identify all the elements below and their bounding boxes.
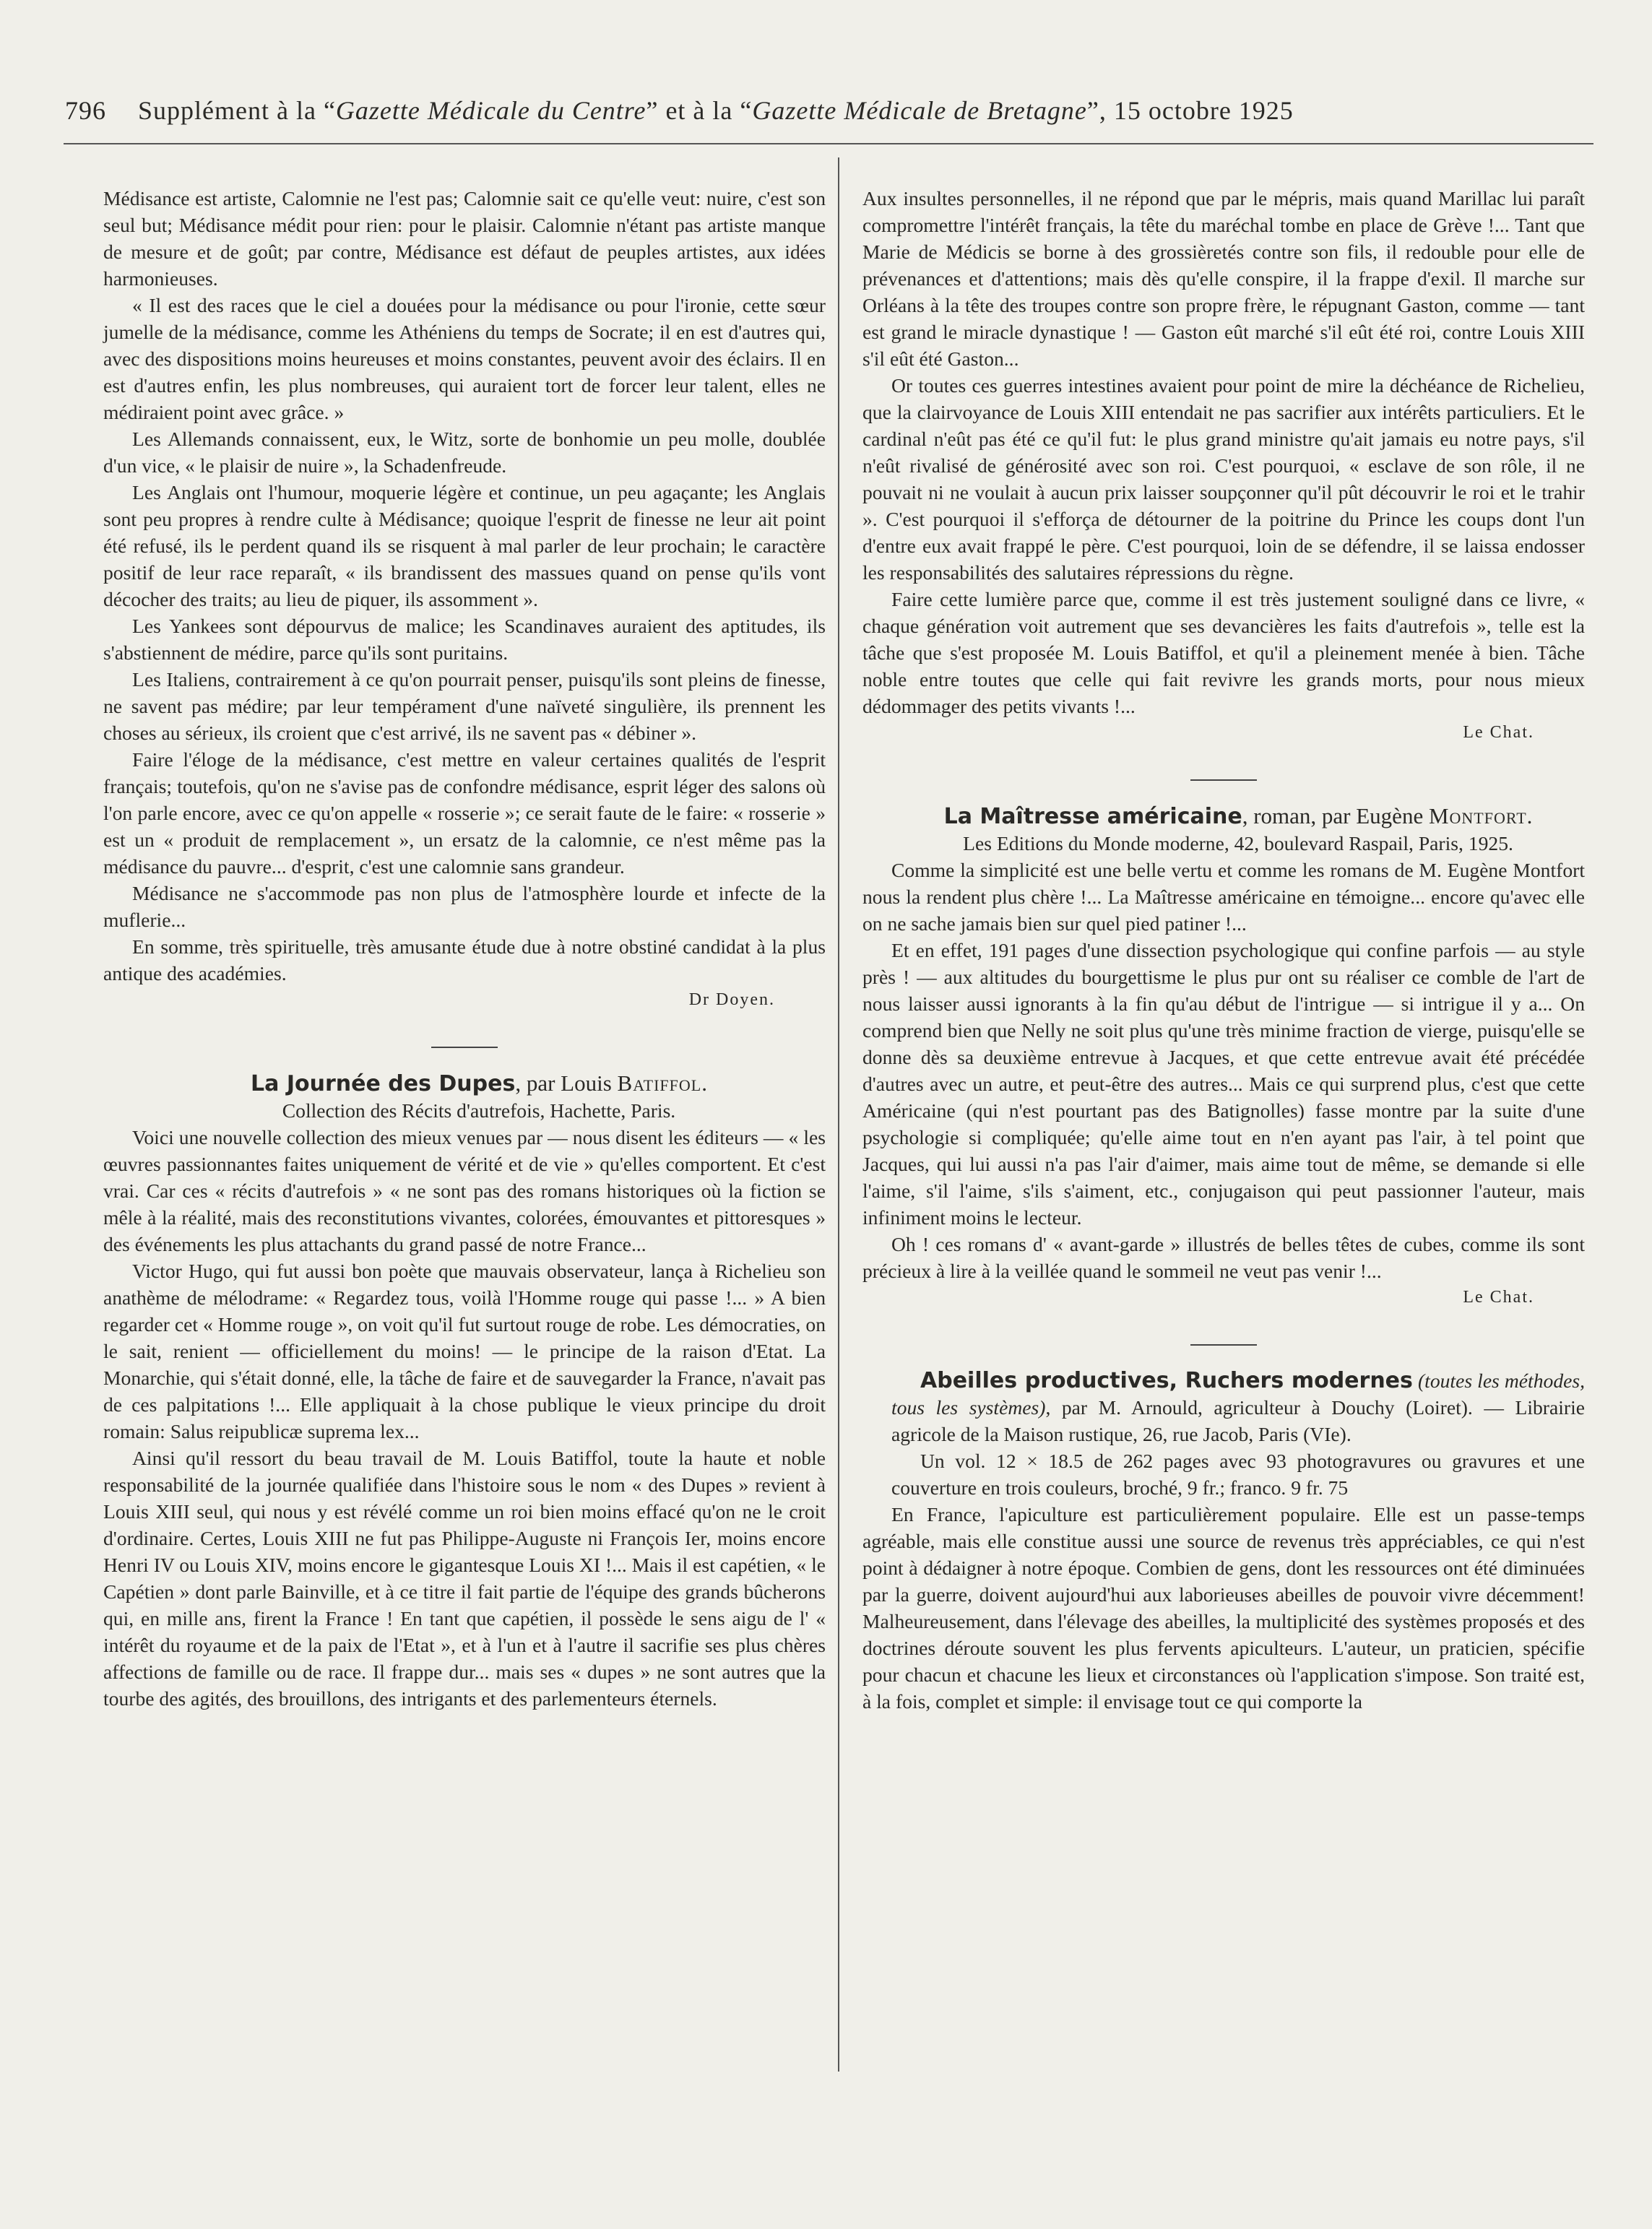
paragraph: Les Italiens, contrairement à ce qu'on pourrait penser, puisqu'ils sont pleins de finesse, ne savent pas médire; par leur tempérament d'une naïveté singulière, ils prennent les choses au sérieux, ils croient que c'est arrivé, ils ne savent pas « débiner ». [103, 668, 826, 744]
review-title: La Maîtresse américaine [943, 804, 1242, 829]
review-publisher: Les Editions du Monde moderne, 42, boulevard Raspail, Paris, 1925. [963, 832, 1513, 854]
review-heading [862, 1367, 1585, 1447]
paragraph: Médisance ne s'accommode pas non plus de l'atmosphère lourde et infecte de la muflerie... [103, 882, 826, 931]
header-date: ”, 15 octobre 1925 [1086, 96, 1294, 125]
signature: Le Chat. [1463, 723, 1534, 742]
book-details: Un vol. 12 × 18.5 de 262 pages avec 93 photogravures ou gravures et une couverture en trois couleurs, broché, 9 fr.; franco. 9 fr. 75 [891, 1450, 1585, 1499]
review-author: Montfort [1428, 803, 1527, 828]
paragraph: Or toutes ces guerres intestines avaient pour point de mire la déchéance de Richelieu, que la clairvoyance de Louis XIII entendait ne pas sacrifier aux intérêts particuliers. Et le cardinal n'eût pas été ce qu'il fut: le plus grand ministre qu'ait jamais eu notre pays, s'il n'eût rivalisé de générosité avec son roi. C'est pourquoi, « esclave de son rôle, il ne pouvait ni ne voulait à aucun prix laisser soupçonner qu'il pût découvrir le roi et le trahir ». C'est pourquoi il s'efforça de détourner de la poitrine du Prince les coups dont l'un d'entre eux avait frappé le père. C'est pourquoi, loin de se défendre, il se laissa endosser les responsabilités des salutaires répressions du règne. [862, 374, 1585, 584]
paragraph: Médisance est artiste, Calomnie ne l'est pas; Calomnie sait ce qu'elle veut: nuire, c'est son seul but; Médisance médit pour rien: pour le plaisir. Calomnie n'étant pas artiste manque de mesure et de goût; par contre, Médisance est défaut de peuples artistes, aux idées harmonieuses. [103, 187, 826, 290]
header-rule [64, 143, 1593, 144]
left-column [103, 185, 826, 1712]
signature: Le Chat. [1463, 1288, 1534, 1307]
paragraph: Les Allemands connaissent, eux, le Witz, sorte de bonhomie un peu molle, doublée d'un vice, « le plaisir de nuire », la Schadenfreude. [103, 428, 826, 477]
section-separator [1190, 779, 1257, 781]
paragraph: Aux insultes personnelles, il ne répond que par le mépris, mais quand Marillac lui paraît compromettre l'intérêt français, la tête du maréchal tombe en place de Grève !... Tant que Marie de Médicis se borne à des grossièretés contre son fils, il redouble pour elle de prévenances et d'attentions; mais dès qu'elle conspire, il la frappe d'exil. Il marche sur Orléans à la tête des troupes contre son propre frère, le répugnant Gaston, comme — tant est grand le miracle dynastique ! — Gaston eût marché s'il eût été roi, contre Louis XIII s'il eût été Gaston... [862, 187, 1585, 370]
header-journal-1: Gazette Médicale du Centre [335, 96, 646, 125]
signature: Dr Doyen. [688, 990, 775, 1009]
section-separator [431, 1047, 498, 1048]
header-journal-2: Gazette Médicale de Bretagne [752, 96, 1087, 125]
paragraph: Faire l'éloge de la médisance, c'est mettre en valeur certaines qualités de l'esprit français; toutefois, qu'on ne s'avise pas de confondre médisance, esprit léger des salons où l'on parle encore, avec ce qu'on appelle « rosserie »; ce serait faute de le faire: « rosserie » est un « produit de remplacement », un ersatz de la calomnie, ce n'est même pas la médisance du pauvre... d'esprit, c'est une calomnie sans grandeur. [103, 748, 826, 878]
paragraph: Et en effet, 191 pages d'une dissection psychologique qui confine parfois — au style près ! — aux altitudes du bourgettisme le plus pur ont su réaliser ce comble de l'art de nous laisser aussi ignorants à la fin qu'au début de l'intrigue — si intrigue il y a... On comprend bien que Nelly ne soit plus qu'une très minime fraction de vierge, puisqu'elle se donne dès sa deuxième entrevue à Jacques, et que cette entrevue avait été précédée d'autres avec un autre, et peut-être des autres... Mais ce qui surprend plus, c'est que cette Américaine (qui n'est pourtant pas des Batignolles) fasse montre par la suite d'une psychologie si compliquée; qu'elle aime tout en n'en ayant pas l'air, à tel point que Jacques, qui lui aussi n'a pas l'air d'aimer, mais aime tout de même, se demande si elle l'aime, s'il l'aime, s'ils s'aiment, etc., conjugaison qui peut passionner l'auteur, mais infiniment moins le lecteur. [862, 939, 1585, 1229]
paragraph: Les Yankees sont dépourvus de malice; les Scandinaves auraient des aptitudes, ils s'abstiennent de médire, parce qu'ils sont puritains. [103, 615, 826, 664]
paragraph: En somme, très spirituelle, très amusante étude due à notre obstiné candidat à la plus antique des académies. [103, 935, 826, 984]
paragraph: Comme la simplicité est une belle vertu et comme les romans de M. Eugène Montfort nous la rendent plus chère !... La Maîtresse américaine en témoigne... encore qu'avec elle on ne sache jamais bien sur quel pied patiner !... [862, 859, 1585, 935]
header-text-2: ” et à la “ [646, 96, 753, 125]
review-title: La Journée des Dupes [251, 1071, 516, 1096]
review-author: Batiffol [617, 1070, 702, 1096]
paragraph: « Il est des races que le ciel a douées pour la médisance ou pour l'ironie, cette sœur jumelle de la médisance, comme les Athéniens du temps de Socrate; il en est d'autres qui, avec des dispositions moins heureuses et moins constantes, peuvent avoir des éclairs. Il en est d'autres enfin, les plus nombreuses, qui auraient tort de forcer leur talent, elles ne médiraient point avec grâce. » [103, 294, 826, 423]
paragraph: Oh ! ces romans d' « avant-garde » illustrés de belles têtes de cubes, comme ils sont précieux à lire à la veillée quand le sommeil ne veut pas venir !... [862, 1233, 1585, 1282]
header-text-1: Supplément à la “ [138, 96, 336, 125]
section-separator [1190, 1344, 1257, 1346]
paragraph: Voici une nouvelle collection des mieux venues par — nous disent les éditeurs — « les œuvres passionnantes faites uniquement de vérité et de vie » qu'elles comportent. Et c'est vrai. Car ces « récits d'autrefois » « ne sont pas des romans historiques où la fiction se mêle à la réalité, mais des reconstitutions vivantes, colorées, émouvantes et pittoresques » des événements les plus attachants du grand passé de notre France... [103, 1126, 826, 1255]
right-column [862, 185, 1585, 1715]
review-byline: , roman, par Eugène [1242, 803, 1429, 828]
paragraph: En France, l'apiculture est particulièrement populaire. Elle est un passe-temps agréable, mais elle constitue aussi une source de revenus très appréciables, ce qui n'est point à dédaigner à notre époque. Combien de gens, dont les ressources ont été diminuées par la guerre, doivent aujourd'hui aux laborieuses abeilles de pouvoir vivre décemment! Malheureusement, dans l'élevage des abeilles, la multiplicité des systèmes proposés et des doctrines déroute souvent les plus fervents apiculteurs. L'auteur, un praticien, spécifie pour chacun et chacune les lieux et circonstances où l'application s'impose. Son traité est, à la fois, complet et simple: il envisage tout ce qui comporte la [862, 1503, 1585, 1713]
review-title: Abeilles productives, Ruchers modernes [920, 1368, 1413, 1393]
review-byline: , par M. Arnould, agriculteur à Douchy (Loiret). — Librairie agricole de la Maison rustique, 26, rue Jacob, Paris (VIe). [891, 1396, 1585, 1445]
paragraph: Ainsi qu'il ressort du beau travail de M. Louis Batiffol, toute la haute et noble responsabilité de la journée qualifiée dans l'histoire sous le nom « des Dupes » revient à Louis XIII seul, qui nous y est révélé comme un roi bien moins effacé qu'on ne le croit d'ordinaire. Certes, Louis XIII ne fut pas Philippe-Auguste ni François Ier, moins encore Henri IV ou Louis XIV, moins encore le gigantesque Louis XI !... Mais il est capétien, « le Capétien » dont parle Bainville, et à ce titre il fait partie de l'équipe des grands bûcherons qui, en mille ans, firent la France ! En tant que capétien, il possède le sens aigu de l' « intérêt du royaume et de la paix de l'Etat », et à l'un et à l'autre il sacrifie ses plus chères affections de famille ou de race. Il frappe dur... mais ses « dupes » ne sont autres que la tourbe des agités, des brouillons, des intrigants et des parlementeurs éternels. [103, 1447, 826, 1710]
review-heading: La Maîtresse américaine, roman, par Eugène Montfort. [943, 803, 1533, 829]
paragraph: Faire cette lumière parce que, comme il est très justement souligné dans ce livre, « chaque génération voit autrement que ses devancières les faits d'autrefois », telle est la tâche que s'est proposée M. Louis Batiffol, et qu'il a pleinement menée à bien. Tâche noble entre toutes que celle qui fait revivre les grands morts, pour nous mieux dédommager des petits vivants !... [862, 588, 1585, 717]
review-subtitle: (toutes les méthodes, tous les systèmes) [891, 1369, 1585, 1419]
paragraph: Les Anglais ont l'humour, moquerie légère et continue, un peu agaçante; les Anglais sont peu propres à rendre culte à Médisance; quoique l'esprit de finesse ne leur ait point été refusé, ils le perdent quand ils se risquent à mal parler de leur prochain; le caractère positif de leur race reparaît, « ils brandissent des massues quand on pense qu'ils vont décocher des traits; au lieu de piquer, ils assomment ». [103, 481, 826, 610]
page-number: 796 [65, 96, 106, 125]
paragraph: Victor Hugo, qui fut aussi bon poète que mauvais observateur, lança à Richelieu son anathème de mélodrame: « Regardez tous, voilà l'Homme rouge qui passe !... » A bien regarder cet « Homme rouge », on voit qu'il fut surtout rouge de robe. Les démocraties, on le sait, renient — officiellement du moins! — le principe de la raison d'Etat. La Monarchie, qui s'était donné, elle, la tâche de faire et de sauvegarder la France, n'avait pas de ces palpitations !... Elle appliquait à la chose publique le vieux principe du droit romain: Salus reipublicæ suprema lex... [103, 1260, 826, 1442]
review-byline: , par Louis [515, 1070, 618, 1096]
running-header [65, 95, 1589, 126]
column-divider [838, 157, 839, 2072]
review-heading: La Journée des Dupes, par Louis Batiffol. [251, 1070, 707, 1096]
review-publisher: Collection des Récits d'autrefois, Hachette, Paris. [282, 1099, 676, 1122]
